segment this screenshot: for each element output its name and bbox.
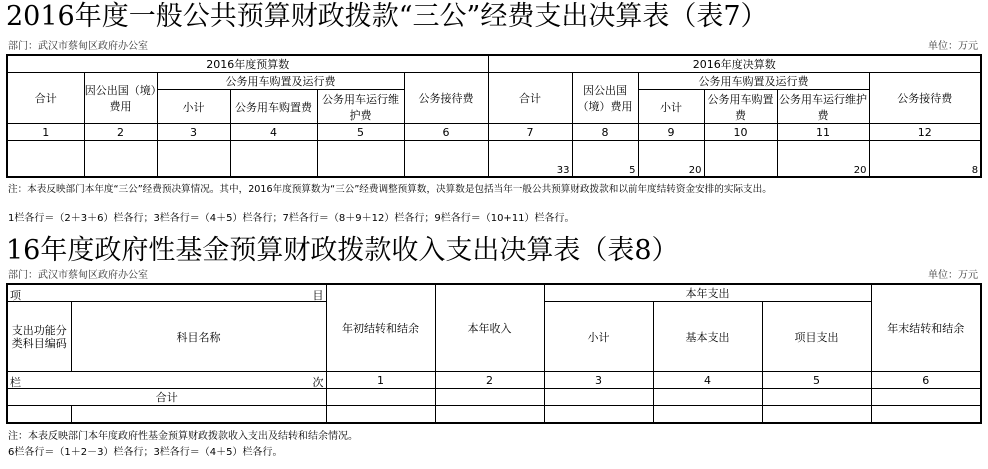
table7-formula: 1栏各行＝（2＋3＋6）栏各行；3栏各行＝（4＋5）栏各行；7栏各行＝（8＋9＋12）栏各行；9栏各行＝（10+11）栏各行。 bbox=[8, 213, 575, 224]
table7-department: 部门：武汉市蔡甸区政府办公室 bbox=[8, 41, 148, 52]
col-number: 9 bbox=[638, 124, 704, 141]
col-number: 12 bbox=[869, 124, 981, 141]
value-cell bbox=[157, 141, 230, 177]
value-cell bbox=[84, 141, 157, 177]
value-cell bbox=[7, 406, 71, 423]
row-left-label: 栏 bbox=[10, 376, 21, 389]
col-income: 本年收入 bbox=[435, 284, 544, 372]
value-cell bbox=[7, 141, 84, 177]
col-reception-budget: 公务接待费 bbox=[404, 73, 488, 124]
value-cell bbox=[317, 141, 404, 177]
col-function-code: 支出功能分类科目编码 bbox=[7, 302, 71, 372]
col-subject-name: 科目名称 bbox=[71, 302, 326, 372]
value-cell bbox=[762, 389, 871, 406]
col-number: 3 bbox=[157, 124, 230, 141]
value-cell bbox=[435, 406, 544, 423]
col-total-final: 合计 bbox=[488, 73, 572, 124]
col-end-balance: 年末结转和结余 bbox=[871, 284, 981, 372]
col-operation-budget: 公务用车运行维护费 bbox=[317, 90, 404, 124]
value-cell bbox=[326, 406, 435, 423]
item-header bbox=[7, 284, 326, 302]
value-cell bbox=[871, 389, 981, 406]
col-number: 7 bbox=[488, 124, 572, 141]
final-header: 2016年度决算数 bbox=[488, 55, 981, 73]
col-number: 2 bbox=[435, 372, 544, 389]
col-subtotal-budget: 小计 bbox=[157, 90, 230, 124]
value-cell bbox=[404, 141, 488, 177]
total-row-label: 合计 bbox=[7, 389, 326, 406]
value-cell: 20 bbox=[777, 141, 869, 177]
row-right-label: 次 bbox=[312, 376, 324, 389]
table7-unit: 单位：万元 bbox=[928, 41, 978, 52]
col-number: 6 bbox=[871, 372, 981, 389]
col-purchase-final: 公务用车购置费 bbox=[704, 90, 777, 124]
row-number-header bbox=[7, 372, 326, 389]
table8-note: 注：本表反映部门本年度政府性基金预算财政拨款收入支出及结转和结余情况。 bbox=[8, 431, 358, 442]
table7-title: 2016年度一般公共预算财政拨款“三公”经费支出决算表（表7） bbox=[6, 1, 768, 32]
col-number: 2 bbox=[84, 124, 157, 141]
value-cell: 8 bbox=[869, 141, 981, 177]
col-reception-final: 公务接待费 bbox=[869, 73, 981, 124]
col-number: 11 bbox=[777, 124, 869, 141]
col-number: 10 bbox=[704, 124, 777, 141]
col-operation-final: 公务用车运行维护费 bbox=[777, 90, 869, 124]
col-abroad-budget: 因公出国（境）费用 bbox=[84, 73, 157, 124]
col-number: 3 bbox=[544, 372, 653, 389]
col-vehicle-budget: 公务用车购置及运行费 bbox=[157, 73, 404, 90]
value-cell: 20 bbox=[638, 141, 704, 177]
col-abroad-final: 因公出国（境）费用 bbox=[572, 73, 638, 124]
table8 bbox=[6, 283, 982, 424]
item-left-label: 项 bbox=[10, 289, 21, 302]
table8-unit: 单位：万元 bbox=[928, 270, 978, 281]
col-number: 5 bbox=[762, 372, 871, 389]
value-cell: 5 bbox=[572, 141, 638, 177]
table8-department: 部门：武汉市蔡甸区政府办公室 bbox=[8, 270, 148, 281]
value-cell bbox=[544, 406, 653, 423]
col-number: 4 bbox=[230, 124, 317, 141]
col-basic-expense: 基本支出 bbox=[653, 302, 762, 372]
col-number: 6 bbox=[404, 124, 488, 141]
col-purchase-budget: 公务用车购置费 bbox=[230, 90, 317, 124]
value-cell: 33 bbox=[488, 141, 572, 177]
table8-title: 16年度政府性基金预算财政拨款收入支出决算表（表8） bbox=[6, 235, 679, 266]
col-number: 1 bbox=[326, 372, 435, 389]
col-expense-subtotal: 小计 bbox=[544, 302, 653, 372]
item-right-label: 目 bbox=[312, 289, 324, 302]
value-cell bbox=[230, 141, 317, 177]
budget-header: 2016年度预算数 bbox=[7, 55, 488, 73]
table7 bbox=[6, 54, 982, 178]
value-cell bbox=[544, 389, 653, 406]
col-number: 5 bbox=[317, 124, 404, 141]
col-total-budget: 合计 bbox=[7, 73, 84, 124]
value-cell bbox=[704, 141, 777, 177]
value-cell bbox=[871, 406, 981, 423]
value-cell bbox=[653, 406, 762, 423]
col-number: 4 bbox=[653, 372, 762, 389]
value-cell bbox=[435, 389, 544, 406]
value-cell bbox=[762, 406, 871, 423]
col-subtotal-final: 小计 bbox=[638, 90, 704, 124]
value-cell bbox=[71, 406, 326, 423]
col-number: 1 bbox=[7, 124, 84, 141]
value-cell bbox=[653, 389, 762, 406]
col-begin-balance: 年初结转和结余 bbox=[326, 284, 435, 372]
table7-note: 注：本表反映部门本年度“三公”经费预决算情况。其中，2016年度预算数为“三公”经费调整预算数，决算数是包括当年一般公共预算财政拨款和以前年度结转资金安排的实际支出。 bbox=[8, 184, 772, 195]
value-cell bbox=[326, 389, 435, 406]
col-vehicle-final: 公务用车购置及运行费 bbox=[638, 73, 869, 90]
col-number: 8 bbox=[572, 124, 638, 141]
table8-formula: 6栏各行＝（1＋2－3）栏各行；3栏各行＝（4＋5）栏各行。 bbox=[8, 447, 283, 458]
col-project-expense: 项目支出 bbox=[762, 302, 871, 372]
col-expense: 本年支出 bbox=[544, 284, 871, 302]
